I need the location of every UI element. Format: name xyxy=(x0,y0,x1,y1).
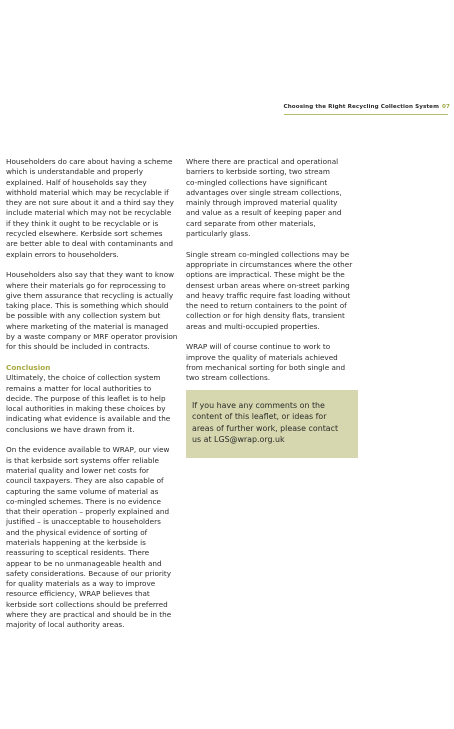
text-line: content of this leaflet, or ideas for xyxy=(192,412,327,422)
text-line: WRAP will of course continue to work to xyxy=(186,342,331,352)
header-rule xyxy=(284,114,448,115)
text-line: and heavy traffic require fast loading without xyxy=(186,290,351,300)
text-line: include material which may not be recyclable xyxy=(6,208,172,218)
text-line: improve the quality of materials achieved xyxy=(186,352,338,362)
text-line: materials happening at the kerbside is xyxy=(6,537,146,547)
text-line: if they think it ought to be recyclable or is xyxy=(6,218,159,228)
text-line: Single stream co-mingled collections may be xyxy=(186,249,350,259)
text-line: advantages over single stream collections, xyxy=(186,187,342,197)
text-line: co-mingled collections have significant xyxy=(186,177,328,187)
text-line: that their operation – properly explained and xyxy=(6,507,170,517)
text-line: densest urban areas where on-street parking xyxy=(186,280,350,290)
contact-callout-box xyxy=(186,390,358,458)
text-line: give them assurance that recycling is actually xyxy=(6,290,174,300)
paragraph-householders-know xyxy=(6,270,178,352)
text-line: On the evidence available to WRAP, our view xyxy=(6,445,170,455)
text-line: areas and multi-occupied properties. xyxy=(186,321,320,331)
text-line: withhold material which may be recyclable if xyxy=(6,187,169,197)
text-line: taking place. This is something which should xyxy=(6,301,169,311)
text-line: appropriate in circumstances where the other xyxy=(186,259,353,269)
text-line: kerbside sort collections should be preferred xyxy=(6,599,168,609)
text-line: material quality and lower net costs for xyxy=(6,465,150,475)
text-line: be possible with any collection system but xyxy=(6,311,161,321)
left-column xyxy=(6,157,178,631)
text-line: which is understandable and properly xyxy=(6,167,143,177)
text-line: conclusions we have drawn from it. xyxy=(6,424,135,434)
text-line: barriers to kerbside sorting, two stream xyxy=(186,167,330,177)
paragraph-householders-care xyxy=(6,157,178,260)
text-line: reassuring to sceptical residents. There xyxy=(6,548,150,558)
text-line: options are impractical. These might be the xyxy=(186,270,345,280)
text-line: remains a matter for local authorities to xyxy=(6,383,152,393)
text-line: they are not sure about it and a third say they xyxy=(6,198,174,208)
text-line: where their materials go for reprocessing to xyxy=(6,280,166,290)
text-line: council taxpayers. They are also capable of xyxy=(6,476,164,486)
text-line: Ultimately, the choice of collection system xyxy=(6,373,161,383)
text-line: is that kerbside sort systems offer reliable xyxy=(6,455,159,465)
text-line: are better able to deal with contaminants and xyxy=(6,239,174,249)
text-line: by a waste company or MRF operator provision xyxy=(6,332,178,342)
text-line: card separate from other materials, xyxy=(186,218,316,228)
paragraph-conclusion-intro xyxy=(6,373,178,435)
page-number: 07 xyxy=(442,104,450,110)
text-line: recycled elsewhere. Kerbside sort schemes xyxy=(6,229,163,239)
running-header xyxy=(284,104,450,110)
text-line: justified – is unacceptable to householders xyxy=(6,517,161,527)
text-line: explained. Half of households say they xyxy=(6,177,147,187)
text-line: us at LGS@wrap.org.uk xyxy=(192,435,285,445)
running-header-title: Choosing the Right Recycling Collection System xyxy=(283,104,440,110)
text-line: If you have any comments on the xyxy=(192,401,325,410)
text-line: from mechanical sorting for both single and xyxy=(186,362,346,372)
text-line: for quality materials as a way to improve xyxy=(6,579,156,589)
text-line: indicating what evidence is available and the xyxy=(6,414,171,424)
text-line: co-mingled schemes. There is no evidence xyxy=(6,496,161,506)
text-line: explain errors to householders. xyxy=(6,249,119,259)
text-line: capturing the same volume of material as xyxy=(6,486,159,496)
text-line: the need to return containers to the point of xyxy=(186,301,347,311)
text-line: safety considerations. Because of our priority xyxy=(6,568,172,578)
text-line: majority of local authority areas. xyxy=(6,620,125,630)
text-line: two stream collections. xyxy=(186,373,271,383)
text-line: Where there are practical and operational xyxy=(186,157,339,166)
text-line: appear to be no unmanageable health and xyxy=(6,558,162,568)
paragraph-two-stream xyxy=(186,157,358,239)
text-line: where marketing of the material is managed xyxy=(6,321,169,331)
callout-text xyxy=(192,400,354,446)
text-line: particularly glass. xyxy=(186,229,251,239)
text-line: mainly through improved material quality xyxy=(186,198,338,208)
text-line: for this should be included in contracts. xyxy=(6,342,150,352)
paragraph-single-stream xyxy=(186,250,358,332)
text-line: Householders also say that they want to know xyxy=(6,270,175,280)
paragraph-evidence-view xyxy=(6,445,178,630)
text-line: and value as a result of keeping paper and xyxy=(186,208,342,218)
text-line: Householders do care about having a scheme xyxy=(6,157,173,166)
conclusion-heading: Conclusion xyxy=(6,362,51,372)
text-line: where they are practical and should be in the xyxy=(6,610,172,620)
right-column xyxy=(186,157,358,384)
text-line: resource efficiency, WRAP believes that xyxy=(6,589,150,599)
paragraph-wrap-continue xyxy=(186,342,358,383)
text-line: local authorities in making these choices by xyxy=(6,404,166,414)
text-line: areas of further work, please contact xyxy=(192,423,339,433)
text-line: collection or for high density flats, transient xyxy=(186,311,345,321)
text-line: and the physical evidence of sorting of xyxy=(6,527,148,537)
text-line: decide. The purpose of this leaflet is to help xyxy=(6,393,166,403)
